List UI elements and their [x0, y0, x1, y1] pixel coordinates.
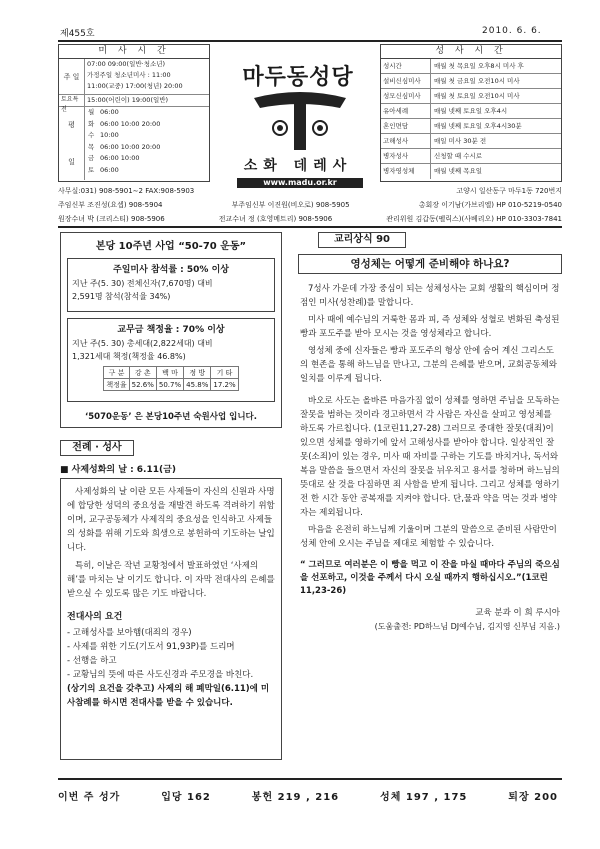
liturgy-paragraph: 사제성화의 날 이란 모든 사제들이 자신의 신원과 사명에 합당한 성덕의 중요성을 재발견 하도록 격려하기 위함이며, 교구공동체가 사제직의 중요성을 인식하고 사제들의 성화를 위해 기도와 희생으로 봉헌하여 기도하는 날입니다. — [67, 487, 275, 553]
indulgence-condition: - 교황님의 뜻에 따른 사도신경과 주모경을 바친다. — [67, 670, 254, 680]
doctrine-paragraph: 바오로 사도는 올바른 마음가짐 없이 성체를 영하면 주님을 모독하는 잘못을 범하는 것이라 경고하면서 각 사람은 자신을 살피고 영성체를 하도록 가르칩니다. (1코린11,27-28) 그러므로 중대한 잘못(대죄)이 있으면 성체를 영하기에 앞서 고해성사를 받아야 합니다. 일상적인 잘못(소죄)이 있는 경우, 미사 때 자비를 구하는 기도를 바치거나, 독서와 복음 말씀을 들으면서 자신의 잘못을 뉘우치고 용서를 청하며 하느님의 뜻대로 살 것을 다짐하면 죄 사함을 받게 됩니다. 그리고 성체를 영하기 전 한 시간 동안 공복재를 지켜야 합니다. 단,물과 약을 먹는 것과 병약자는 제외됩니다. — [300, 396, 560, 518]
fee-rate-result: 1,321세대 책정(책정율 46.8%) — [72, 352, 186, 361]
table-header: 강 촌 — [129, 367, 156, 379]
indulgence-condition: - 선행을 하고 — [67, 656, 117, 666]
anniversary-footer: ‘5070운동’ 은 본당10주년 숙원사업 입니다. — [85, 412, 257, 422]
entrance-label: 입당 — [161, 792, 183, 803]
table-cell: 45.8% — [184, 379, 211, 391]
offertory-hymn: 219 , 216 — [277, 792, 340, 803]
saturday-times: 15:00(어린이) 19:00(일반) — [87, 96, 169, 104]
doctrine-body — [300, 282, 560, 634]
indulgence-condition: - 고해성사를 보아햄(대죄의 경우) — [67, 628, 192, 638]
sacrament-value: 매월 넷째 목요일 — [434, 167, 483, 175]
weekday-label-top: 평 — [68, 121, 75, 130]
pastor-contact: 주임신부 조진성(요셉) 908-5904 — [58, 201, 163, 209]
sacrament-label: 유아세례 — [381, 104, 431, 118]
weekday-times: 06:00 — [100, 108, 119, 116]
weekday-times: 06:00 — [100, 165, 119, 174]
weekday-day: 화 — [88, 119, 95, 128]
doctrine-paragraph: 7성사 가운데 가장 중심이 되는 성체성사는 교회 생활의 핵심이며 정점인 미사(성찬례)를 말합니다. — [300, 284, 560, 308]
sacrament-label: 혼인면담 — [381, 119, 431, 133]
fee-rate-title: 교무금 책정율 : 70% 이상 — [117, 325, 225, 335]
anniversary-title: 본당 10주년 사업 “50-70 운동” — [95, 241, 247, 252]
sacrament-row — [381, 149, 561, 164]
sacrament-row — [381, 74, 561, 89]
sacrament-row — [381, 119, 561, 134]
sacrament-row — [381, 59, 561, 74]
parish-patron: 소화 데레사 — [243, 158, 353, 174]
saturday-label: 토요특전 — [59, 95, 85, 106]
contact-block — [58, 184, 562, 226]
nun-contact: 전교수녀 정 (호영메트리) 908-5906 — [218, 215, 333, 223]
table-row-label: 책정율 — [104, 379, 129, 391]
liturgy-subtitle: ■ 사제성화의 날 : 6.11(금) — [60, 465, 176, 475]
communion-hymn: 197 , 175 — [405, 792, 468, 803]
indulgence-condition: - 사제를 위한 기도(기도서 91,93P)를 드리며 — [67, 642, 235, 652]
sacrament-value: 매월 넷째 토요일 오후4시 — [434, 107, 508, 115]
doctrine-section-title: 교리상식 90 — [318, 232, 406, 248]
sacrament-label: 설비신심미사 — [381, 74, 431, 88]
doctrine-author: 교육 분과 이 희 루시아 — [475, 608, 560, 618]
sacrament-value: 매월 첫 목요일 오후8시 미사 후 — [434, 62, 524, 70]
table-header: 기 타 — [211, 367, 238, 379]
indulgence-title: 전대사의 요건 — [67, 612, 123, 622]
sunday-line: 11:00(교중) 17:00(청년) 20:00 — [87, 82, 183, 90]
fee-rate-line: 지난 주(5. 30) 총세대(2,822세대) 대비 — [72, 339, 213, 348]
sacrament-label: 병자성사 — [381, 149, 431, 163]
table-cell: 50.7% — [156, 379, 183, 391]
sacrament-row — [381, 164, 561, 179]
anniversary-box — [60, 232, 282, 428]
weekday-day: 수 — [88, 131, 95, 140]
parish-address: 고양시 일산동구 마두1동 720번지 — [456, 187, 562, 195]
entrance-hymn: 162 — [187, 792, 211, 803]
sacrament-schedule-title: 성 사 시 간 — [381, 45, 561, 59]
hymn-bar — [58, 788, 558, 803]
weekday-label-bottom: 일 — [68, 157, 75, 166]
cross-logo-icon — [250, 88, 350, 154]
footer-rule — [58, 778, 562, 780]
doctrine-paragraph: 마음을 온전히 하느님께 기울이며 그분의 말씀으로 준비된 사람만이 성체 안에 오시는 주님을 제대로 체험할 수 있습니다. — [300, 525, 557, 549]
table-cell: 52.6% — [129, 379, 156, 391]
sunday-label: 주 일 — [59, 59, 85, 94]
assistant-contact: 부주임신부 이진원(비오로) 908-5905 — [231, 201, 350, 209]
weekday-day: 금 — [88, 154, 95, 163]
sunday-line: 가정주일 청소년미사 : 11:00 — [87, 71, 171, 79]
doctrine-paragraph: 미사 때에 예수님의 거룩한 몸과 피, 즉 성체와 성혈로 변화된 축성된 빵과 포도주를 받아 모시는 것을 영성체라고 합니다. — [300, 315, 560, 339]
communion-label: 성체 — [380, 792, 402, 803]
sacrament-row — [381, 134, 561, 149]
weekday-day: 월 — [88, 108, 95, 116]
mass-rate-result: 2,591명 참석(참석율 34%) — [72, 292, 171, 301]
sacrament-value: 매일 미사 30분 전 — [434, 137, 487, 145]
fee-rate-table — [103, 366, 238, 391]
header-rule — [58, 40, 562, 42]
weekday-day: 목 — [88, 142, 95, 151]
weekday-day: 토 — [88, 165, 95, 174]
weekday-times: 06:00 10:00 20:00 — [100, 142, 161, 151]
sacrament-label: 성모신심미사 — [381, 89, 431, 103]
offertory-label: 봉헌 — [251, 792, 274, 803]
sacrament-row — [381, 89, 561, 104]
recessional-hymn: 200 — [534, 792, 558, 803]
mass-schedule-box — [58, 44, 210, 182]
mass-rate-line: 지난 주(5. 30) 전체신자(7,670명) 대비 — [72, 279, 213, 288]
table-header: 정 방 — [184, 367, 211, 379]
weekday-times: 06:00 10:00 — [100, 154, 140, 163]
issue-number: 제455호 — [60, 29, 95, 39]
weekday-times: 06:00 10:00 20:00 — [100, 119, 161, 128]
hymn-label: 이번 주 성가 — [58, 792, 121, 803]
office-phone: 사무실:031) 908-5901∼2 FAX:908-5903 — [58, 187, 195, 195]
table-cell: 17.2% — [211, 379, 238, 391]
table-header: 구 분 — [104, 367, 129, 379]
sacrament-label: 성시간 — [381, 59, 431, 73]
doctrine-paragraph: 영성체 중에 신자들은 빵과 포도주의 형상 안에 숨어 계신 그리스도의 현존을 통해 하느님을 만나고, 그분의 은혜를 받으며, 교회공동체와 일치를 이루게 됩니다. — [300, 346, 557, 384]
sacrament-label: 고해성사 — [381, 134, 431, 148]
catechist-contact: 관리위원 김갑동(펠릭스)(사베리오) HP 010-3303-7841 — [386, 215, 562, 223]
mass-rate-title: 주일미사 참석률 : 50% 이상 — [113, 265, 229, 275]
sacrament-schedule-box — [380, 44, 562, 182]
doctrine-title: 영성체는 어떻게 준비해야 하나요? — [298, 254, 562, 274]
doctrine-quote: “ 그러므로 여러분은 이 빵을 먹고 이 잔을 마실 때마다 주님의 죽으심을 선포하고, 이것을 주께서 다시 오실 때까지 행하십시오.”(1코린11,23-26) — [300, 560, 560, 596]
sacrament-value: 매월 첫 토요일 오전10시 미사 — [434, 92, 520, 100]
sacrament-value: 매월 첫 금요일 오전10시 미사 — [434, 77, 520, 85]
table-header: 백 마 — [156, 367, 183, 379]
liturgy-section-title: 전례 · 성사 — [60, 440, 134, 456]
issue-date: 2010. 6. 6. — [482, 26, 542, 36]
sacrament-value: 신청할 때 수시로 — [434, 152, 483, 160]
sacrament-value: 매월 넷째 토요일 오후4시30분 — [434, 122, 522, 130]
doctrine-source: (도움출전: PD하느님 DJ예수님, 김지영 신부님 지음.) — [374, 622, 560, 631]
sunday-line: 07:00 09:00(일반·청소년) — [87, 60, 166, 68]
sacrament-row — [381, 104, 561, 119]
liturgy-paragraph: 특히, 이날은 작년 교황청에서 발표하였던 ‘사제의 해’를 마치는 날 이기도 합니다. 이 자막 전대사의 은혜를 받으실 수 있도록 많은 기도 바랍니다. — [67, 561, 275, 599]
council-contact: 총회장 이기남(가브리엘) HP 010-5219-0540 — [418, 201, 562, 209]
weekday-times: 10:00 — [100, 131, 119, 140]
mass-schedule-title: 미 사 시 간 — [59, 45, 209, 59]
liturgy-box — [60, 478, 282, 760]
contact-rule — [58, 226, 562, 228]
parish-name: 마두동성당 — [242, 65, 354, 90]
sacrament-label: 병자영성체 — [381, 164, 431, 179]
nun-head-contact: 원장수녀 박 (크리스티) 908-5906 — [58, 215, 165, 223]
website-url[interactable]: www.madu.or.kr — [237, 178, 363, 188]
recessional-label: 퇴장 — [508, 792, 530, 803]
indulgence-closing: (상기의 요건을 갖추고) 사제의 해 폐막일(6.11)에 미사참례를 하시면 전대사를 받을 수 있습니다. — [67, 684, 270, 708]
